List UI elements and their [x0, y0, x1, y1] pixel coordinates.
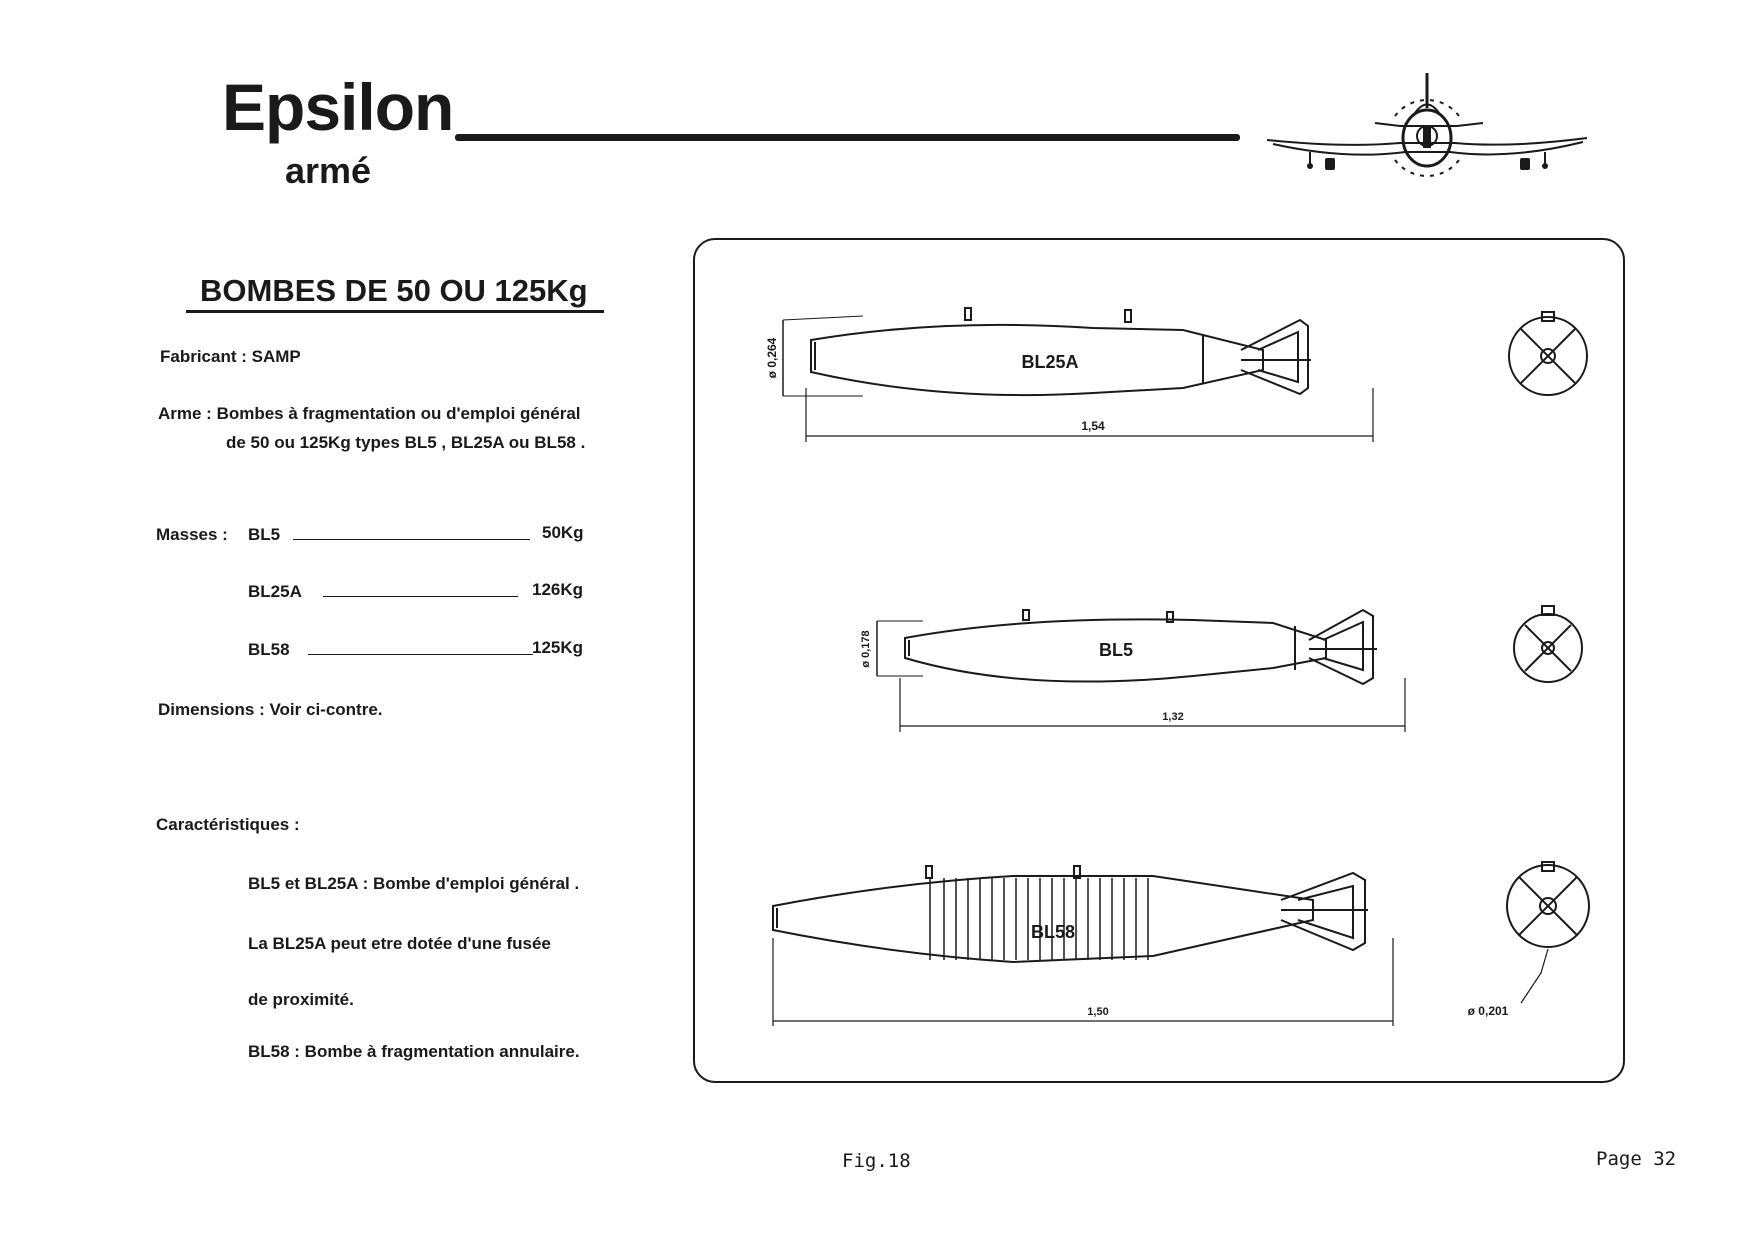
bomb-drawings — [693, 238, 1625, 1083]
masses-label: Masses : — [156, 525, 228, 544]
mass-leader-bl58 — [308, 654, 533, 655]
title-underline — [186, 310, 604, 313]
figure-caption: Fig.18 — [842, 1150, 911, 1172]
dimensions-text: Dimensions : Voir ci-contre. — [158, 700, 383, 719]
bl5-diameter: ø 0,178 — [860, 630, 872, 668]
bl5-length: 1,32 — [1162, 711, 1184, 723]
brand-title: Epsilon — [222, 70, 454, 144]
mass-value-bl25a: 126Kg — [532, 580, 584, 599]
bl58-label: BL58 — [1030, 922, 1076, 942]
mass-value-bl58: 125Kg — [532, 638, 584, 657]
bl25a-drawing — [783, 308, 1587, 442]
bl25a-diameter: ø 0,264 — [765, 337, 779, 379]
characteristics-line3: de proximité. — [248, 990, 354, 1009]
weapon-text-line2: de 50 ou 125Kg types BL5 , BL25A ou BL58 . — [226, 433, 586, 452]
characteristics-label: Caractéristiques : — [156, 815, 300, 834]
manufacturer-text: Fabricant : SAMP — [160, 347, 301, 366]
bl58-drawing — [773, 862, 1589, 1026]
section-title: BOMBES DE 50 OU 125Kg — [200, 273, 588, 308]
bl25a-length: 1,54 — [1081, 419, 1105, 433]
characteristics-line4: BL58 : Bombe à fragmentation annulaire. — [248, 1042, 580, 1061]
characteristics-line1: BL5 et BL25A : Bombe d'emploi général . — [248, 874, 580, 893]
bl5-label: BL5 — [1098, 640, 1134, 660]
mass-leader-bl5 — [293, 539, 530, 540]
mass-leader-bl25a — [323, 596, 518, 597]
header-rule — [455, 134, 1240, 141]
bl25a-label: BL25A — [1021, 352, 1079, 372]
mass-value-bl5: 50Kg — [542, 523, 584, 542]
brand-subtitle: armé — [285, 150, 372, 191]
mass-type-bl58: BL58 — [248, 640, 290, 659]
weapon-text-line1: Arme : Bombes à fragmentation ou d'emploi général — [158, 404, 581, 423]
aircraft-icon — [1265, 68, 1590, 193]
mass-type-bl5: BL5 — [248, 525, 281, 544]
bl5-drawing — [877, 606, 1582, 732]
bl58-diameter: ø 0,201 — [1467, 1004, 1509, 1018]
characteristics-line2: La BL25A peut etre dotée d'une fusée — [248, 934, 551, 953]
page-number: Page 32 — [1596, 1148, 1677, 1170]
mass-type-bl25a: BL25A — [248, 582, 302, 601]
bl58-length: 1,50 — [1087, 1006, 1109, 1018]
